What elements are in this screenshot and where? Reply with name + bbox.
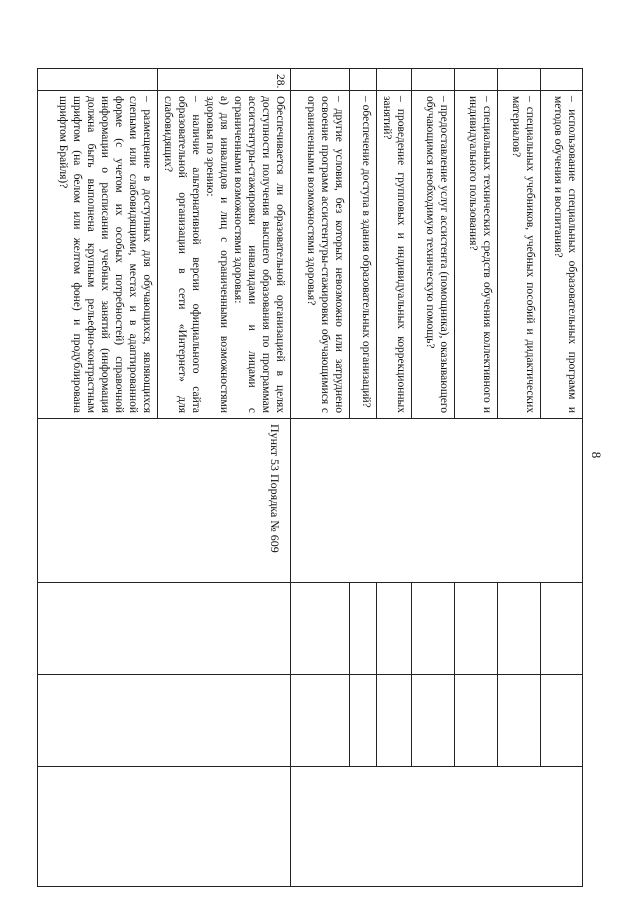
answer-cell <box>455 675 498 767</box>
question-text: – специальных учебников, учебных пособий и дидактических материалов? <box>498 91 541 419</box>
row-number: 28. <box>157 69 290 91</box>
question-text: – обеспечение доступа в здания образовательных организаций? <box>349 91 376 419</box>
row-number <box>412 69 455 91</box>
question-subsection: а) для инвалидов и лиц с ограниченными возможностями здоровья по зрению: <box>203 96 230 413</box>
answer-cell <box>376 675 411 767</box>
answer-cell <box>412 675 455 767</box>
table-row <box>157 69 290 887</box>
answer-cell <box>349 583 376 675</box>
question-text <box>157 91 290 419</box>
question-text: – другие условия, без которых невозможно или затруднено освоение программ ассистентуры-стажировки обучающимися с ограниченными возможностями здоровья? <box>290 91 349 419</box>
answer-cell <box>376 583 411 675</box>
legal-reference: Пункт 53 Порядка № 609 <box>37 419 290 583</box>
answer-cell <box>290 675 349 767</box>
answer-cell <box>37 583 290 675</box>
answer-cell <box>349 675 376 767</box>
row-number <box>290 69 349 91</box>
row-number <box>455 69 498 91</box>
question-intro: Обеспечивается ли образовательной организацией в целях доступности получения высшего образования по программам ассистентуры-стажировки инвалидами и лицами с ограниченными возможностями здоровья: <box>231 96 286 413</box>
answer-cell <box>498 675 541 767</box>
comment-cell <box>37 767 290 887</box>
row-number <box>37 69 157 91</box>
answer-cell <box>412 583 455 675</box>
row-number <box>541 69 583 91</box>
question-text: – предоставление услуг ассистента (помощника), оказывающего обучающимся необходимую техническую помощь? <box>412 91 455 419</box>
legal-reference <box>290 419 582 583</box>
comment-cell <box>290 767 582 887</box>
row-number <box>376 69 411 91</box>
question-text: – размещение в доступных для обучающихся, являющихся слепыми или слабовидящими, местах и в адаптированной форме (с учетом их особых потребностей) справочной информации о расписании учебных занятий (информация должна быть выполнена крупным рельефно-контрастным шрифтом (на белом или желтом фоне) и продублирована шрифтом Брайля)? <box>37 91 157 419</box>
row-number <box>498 69 541 91</box>
checklist-table <box>37 68 583 887</box>
question-text: – специальных технических средств обучения коллективного и индивидуального пользования? <box>455 91 498 419</box>
answer-cell <box>498 583 541 675</box>
table-row <box>541 69 583 887</box>
answer-cell <box>541 675 583 767</box>
question-text: – проведение групповых и индивидуальных коррекционных занятий? <box>376 91 411 419</box>
answer-cell <box>290 583 349 675</box>
row-number <box>349 69 376 91</box>
checklist-table-wrapper <box>56 68 583 886</box>
answer-cell <box>37 675 290 767</box>
question-item: – наличие альтернативной версии официального сайта образовательной организации в сети «Интернет» для слабовидящих? <box>161 96 202 413</box>
answer-cell <box>541 583 583 675</box>
question-text: – использование специальных образовательных программ и методов обучения и воспитания? <box>541 91 583 419</box>
answer-cell <box>455 583 498 675</box>
page-number: 8 <box>589 451 604 459</box>
